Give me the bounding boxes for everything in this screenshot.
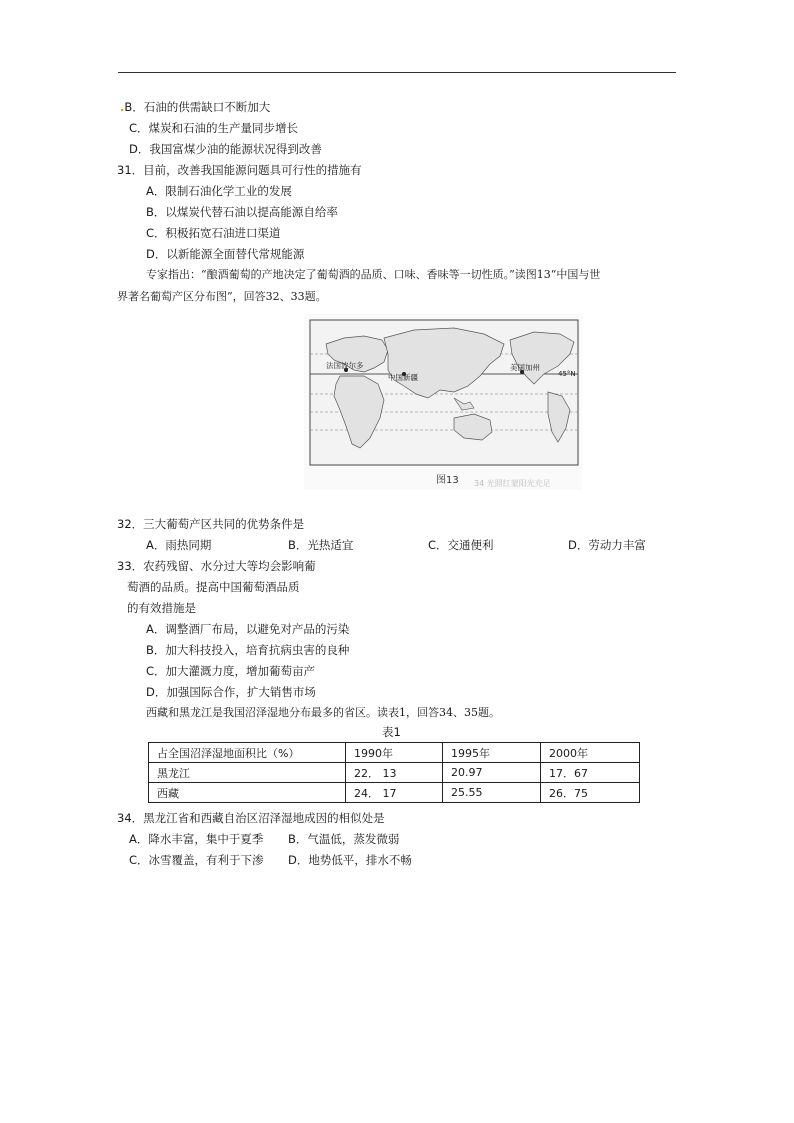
table-caption: 表1 (382, 725, 401, 739)
q33-option-b: B．加大科技投入，培育抗病虫害的良种 (146, 643, 350, 657)
q33-option-a: A．调整酒厂布局，以避免对产品的污染 (146, 622, 350, 636)
header-rule (118, 72, 676, 73)
q34-option-d: D．地势低平，排水不畅 (288, 853, 412, 867)
world-map-figure (304, 314, 582, 490)
q30-option-c: C．煤炭和石油的生产量同步增长 (129, 121, 299, 135)
table-header-cell: 2000年 (541, 743, 640, 763)
world-map-image (304, 314, 582, 490)
q30-option-b: B．石油的供需缺口不断加大 (124, 100, 271, 114)
q32-option-d: D．劳动力丰富 (568, 538, 646, 552)
q31-option-b: B．以煤炭代替石油以提高能源自给率 (146, 205, 338, 219)
table-cell: 20.97 (443, 763, 541, 783)
table-cell: 黑龙江 (149, 763, 346, 783)
bullet-dot: . (120, 100, 125, 114)
q34-option-a: A．降水丰富，集中于夏季 (129, 832, 264, 846)
table-header-row (149, 743, 640, 763)
q34-option-c: C．冰雪覆盖，有利于下渗 (129, 853, 264, 867)
label-france: 法国波尔多 (326, 361, 364, 370)
table-header-cell: 1995年 (443, 743, 541, 763)
label-china: 中国新疆 (388, 373, 418, 382)
table-row (149, 763, 640, 783)
intro-32-33-line1: 专家指出：“酿酒葡萄的产地决定了葡萄酒的品质、口味、香味等一切性质。”读图13“中国与世 (146, 268, 601, 281)
q34-stem: 34．黑龙江省和西藏自治区沼泽湿地成因的相似处是 (117, 811, 385, 825)
table-cell: 24． 17 (346, 783, 443, 803)
q33-stem-line3: 的有效措施是 (127, 601, 196, 615)
q31-option-c: C．积极拓宽石油进口渠道 (146, 226, 281, 240)
table-header-cell: 1990年 (346, 743, 443, 763)
q32-option-b: B．光热适宜 (288, 538, 354, 552)
faint-bleed-text: 34 光照红蒙阳光充足 (474, 479, 551, 488)
q32-option-a: A．雨热同期 (146, 538, 212, 552)
intro-34-35: 西藏和黑龙江是我国沼泽湿地分布最多的省区。读表1，回答34、35题。 (146, 706, 500, 719)
table-cell: 26．75 (541, 783, 640, 803)
data-table (148, 742, 640, 803)
table-cell: 西藏 (149, 783, 346, 803)
table-cell: 25.55 (443, 783, 541, 803)
label-45n: 45°N (558, 370, 576, 378)
q34-option-b: B．气温低，蒸发微弱 (288, 832, 400, 846)
q30-option-b-line (120, 99, 270, 115)
intro-32-33-line2: 界著名葡萄产区分布图”，回答32、33题。 (117, 290, 327, 303)
figure-caption: 图13 (436, 475, 459, 486)
q30-option-d: D．我国富煤少油的能源状况得到改善 (129, 142, 322, 156)
q31-option-d: D．以新能源全面替代常规能源 (146, 247, 305, 261)
q33-option-d: D．加强国际合作，扩大销售市场 (146, 685, 316, 699)
table-cell: 17．67 (541, 763, 640, 783)
q33-option-c: C．加大灌溉力度，增加葡萄亩产 (146, 664, 316, 678)
q32-stem: 32．三大葡萄产区共同的优势条件是 (117, 517, 305, 531)
q31-option-a: A．限制石油化学工业的发展 (146, 184, 292, 198)
label-usa: 美国加州 (510, 363, 540, 372)
q33-stem-line2: 萄酒的品质。提高中国葡萄酒品质 (127, 580, 300, 594)
table-cell: 22． 13 (346, 763, 443, 783)
q33-stem-line1: 33．农药残留、水分过大等均会影响葡 (117, 559, 316, 573)
q32-option-c: C．交通便利 (428, 538, 494, 552)
q31-stem: 31．目前，改善我国能源问题具可行性的措施有 (117, 163, 362, 177)
table-row (149, 783, 640, 803)
table-header-cell: 占全国沼泽湿地面积比（%） (149, 743, 346, 763)
